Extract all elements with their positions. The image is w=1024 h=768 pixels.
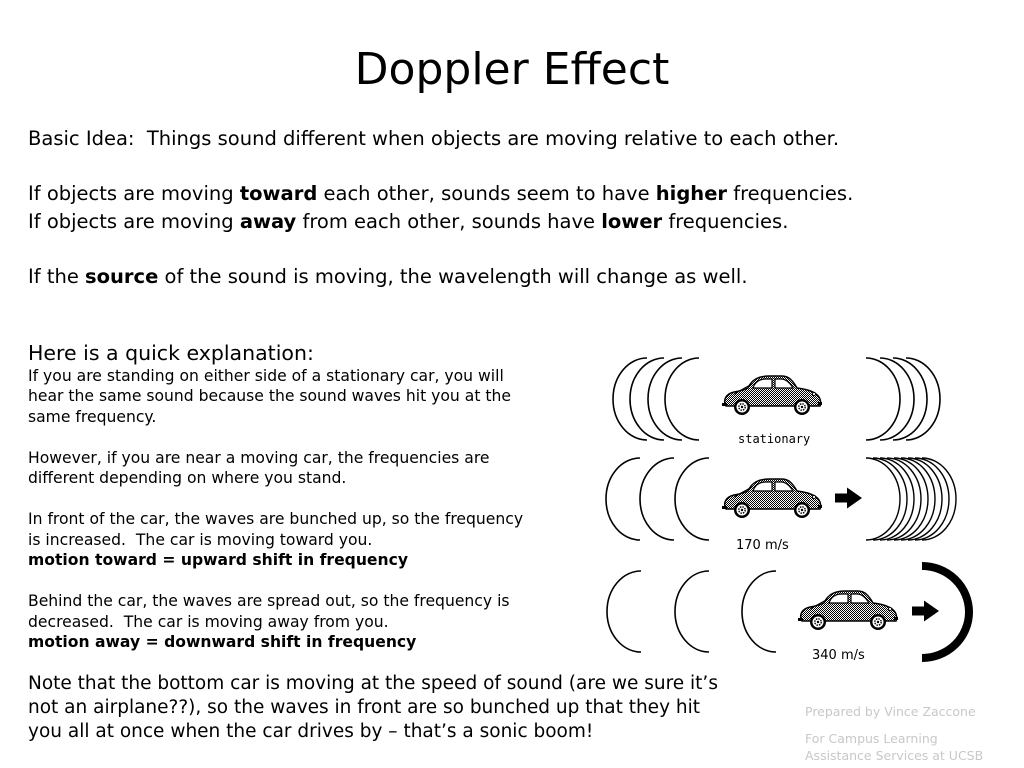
moving-170-row bbox=[606, 458, 956, 553]
away-text: from each other, sounds have bbox=[296, 209, 602, 233]
spacer bbox=[28, 153, 853, 181]
car-icon bbox=[722, 376, 822, 415]
intro-block bbox=[28, 125, 853, 290]
toward-text: each other, sounds seem to have bbox=[317, 182, 656, 205]
lower-keyword: lower bbox=[601, 209, 663, 233]
wavefront-arc bbox=[866, 358, 900, 440]
explanation-line: hear the same sound because the sound waves hit you at the bbox=[28, 387, 511, 406]
car-icon bbox=[722, 479, 822, 518]
motion-toward-rule: motion toward = upward shift in frequency bbox=[28, 551, 409, 570]
source-text: of the sound is moving, the wavelength will change as well. bbox=[158, 264, 748, 288]
explanation-line: different depending on where you stand. bbox=[28, 469, 347, 488]
doppler-diagram bbox=[600, 350, 980, 665]
away-text: If objects are moving bbox=[28, 209, 240, 233]
wavefronts-behind-stationary bbox=[613, 358, 699, 440]
wavefronts-front-170 bbox=[866, 458, 956, 540]
toward-text: If objects are moving bbox=[28, 182, 240, 205]
source-line bbox=[28, 263, 853, 291]
toward-keyword: toward bbox=[239, 182, 318, 205]
arrow-right-icon bbox=[912, 601, 939, 622]
explanation-line: same frequency. bbox=[28, 407, 157, 426]
speed-label: 170 m/s bbox=[736, 538, 789, 553]
affiliation-line: For Campus Learning bbox=[805, 730, 938, 746]
wavefronts-behind-340 bbox=[607, 571, 776, 652]
explanation-line: is increased. The car is moving toward you. bbox=[28, 530, 373, 549]
away-keyword: away bbox=[239, 209, 297, 233]
toward-line bbox=[28, 180, 853, 208]
arrow-right-icon bbox=[835, 488, 862, 509]
car-icon bbox=[798, 591, 898, 630]
note-line: you all at once when the car drives by – that’s a sonic boom! bbox=[28, 721, 594, 742]
wavefront-arc bbox=[906, 358, 940, 440]
explanation-line: However, if you are near a moving car, the frequencies are bbox=[28, 448, 490, 467]
wavefront-arc bbox=[630, 358, 664, 440]
stationary-label: stationary bbox=[738, 432, 811, 446]
explanation-line: decreased. The car is moving away from you. bbox=[28, 612, 389, 631]
note-line: Note that the bottom car is moving at the speed of sound (are we sure it’s bbox=[28, 673, 718, 694]
wavefront-arc bbox=[880, 358, 914, 440]
footer-credit: Prepared by Vince Zaccone bbox=[805, 704, 976, 719]
affiliation-line: Assistance Services at UCSB bbox=[805, 747, 984, 763]
basic-idea-line: Basic Idea: Things sound different when objects are moving relative to each other. bbox=[28, 127, 840, 150]
higher-keyword: higher bbox=[655, 182, 728, 205]
stationary-row bbox=[613, 358, 940, 446]
wavefront-arc bbox=[665, 358, 699, 440]
wavefront-arc bbox=[742, 571, 776, 652]
wavefront-arc bbox=[675, 458, 709, 540]
note-line: not an airplane??), so the waves in front are so bunched up that they hit bbox=[28, 697, 701, 718]
wavefront-arc bbox=[607, 571, 641, 652]
source-text: If the bbox=[28, 264, 86, 288]
toward-text: frequencies. bbox=[727, 182, 854, 205]
spacer bbox=[28, 489, 523, 510]
wavefront-arc bbox=[866, 458, 900, 540]
moving-340-row bbox=[607, 566, 969, 663]
explanation-heading: Here is a quick explanation: bbox=[28, 341, 314, 365]
spacer bbox=[28, 427, 523, 448]
motion-away-rule: motion away = downward shift in frequency bbox=[28, 633, 417, 652]
wavefront-arc bbox=[606, 458, 640, 540]
spacer bbox=[28, 235, 853, 263]
wavefronts-front-stationary bbox=[866, 358, 940, 440]
footer-affiliation bbox=[805, 730, 983, 764]
slide-title: Doppler Effect bbox=[354, 44, 670, 95]
away-text: frequencies. bbox=[662, 209, 789, 233]
explanation-line: In front of the car, the waves are bunched up, so the frequency bbox=[28, 510, 524, 529]
wavefronts-behind-170 bbox=[606, 458, 709, 540]
wavefront-arc bbox=[640, 458, 674, 540]
away-line bbox=[28, 208, 853, 236]
explanation-block bbox=[28, 366, 523, 653]
explanation-line: Behind the car, the waves are spread out, so the frequency is bbox=[28, 592, 510, 611]
speed-label: 340 m/s bbox=[812, 648, 865, 663]
spacer bbox=[28, 571, 523, 592]
explanation-line: If you are standing on either side of a stationary car, you will bbox=[28, 366, 504, 385]
source-keyword: source bbox=[85, 264, 159, 288]
sonic-boom-note bbox=[28, 672, 718, 744]
wavefront-arc bbox=[675, 571, 709, 652]
wavefront-arc bbox=[893, 358, 927, 440]
